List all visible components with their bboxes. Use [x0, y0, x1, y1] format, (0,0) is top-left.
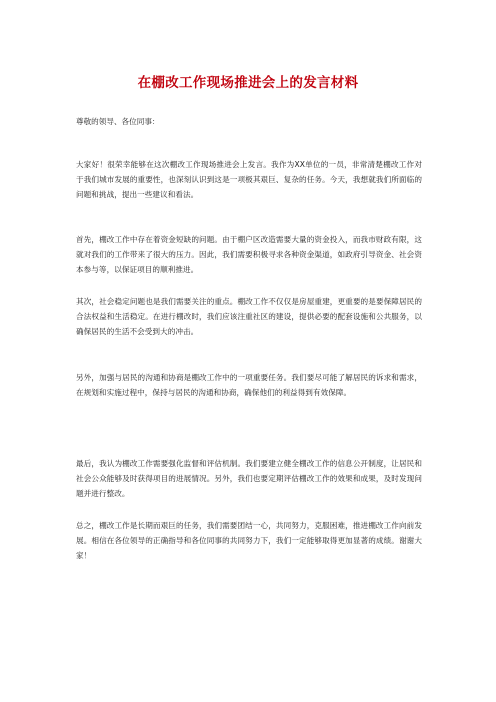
paragraph-social-stability: 其次，社会稳定问题也是我们需要关注的重点。棚改工作不仅仅是房屋重建，更重要的是要保障居民的合法权益和生活稳定。在进行棚改时，我们应该注重社区的建设，提供必要的配套设施和公共服务，以确保居民的生活不会受到大的冲击。	[76, 297, 422, 337]
salutation: 尊敬的领导、各位同事：	[76, 117, 160, 126]
paragraph-communication: 另外，加强与居民的沟通和协商是棚改工作中的一项重要任务。我们要尽可能了解居民的诉求和需求，在规划和实施过程中，保持与居民的沟通和协商，确保他们的利益得到有效保障。	[76, 373, 422, 398]
document-title: 在棚改工作现场推进会上的发言材料	[137, 75, 359, 91]
paragraph-conclusion: 总之，棚改工作是长期而艰巨的任务，我们需要团结一心，共同努力，克服困难，推进棚改工作向前发展。相信在各位领导的正确指导和各位同事的共同努力下，我们一定能够取得更加显著的成绩。谢谢大家！	[76, 521, 422, 561]
paragraph-supervision: 最后，我认为棚改工作需要强化监督和评估机制。我们要建立健全棚改工作的信息公开制度，让居民和社会公众能够及时获得项目的进展情况。另外，我们也要定期评估棚改工作的效果和成果，及时发现问题并进行整改。	[76, 459, 422, 499]
paragraph-opening: 大家好！很荣幸能够在这次棚改工作现场推进会上发言。我作为XX单位的一员，非常清楚棚改工作对于我们城市发展的重要性，也深刻认识到这是一项极其艰巨、复杂的任务。今天，我想就我们所面临的问题和挑战，提出一些建议和看法。	[76, 160, 422, 200]
paragraph-funding: 首先，棚改工作中存在着资金短缺的问题。由于棚户区改造需要大量的资金投入，而我市财政有限，这就对我们的工作带来了很大的压力。因此，我们需要积极寻求各种资金渠道，如政府引导资金、社会资本参与等，以保证项目的顺利推进。	[76, 235, 422, 275]
